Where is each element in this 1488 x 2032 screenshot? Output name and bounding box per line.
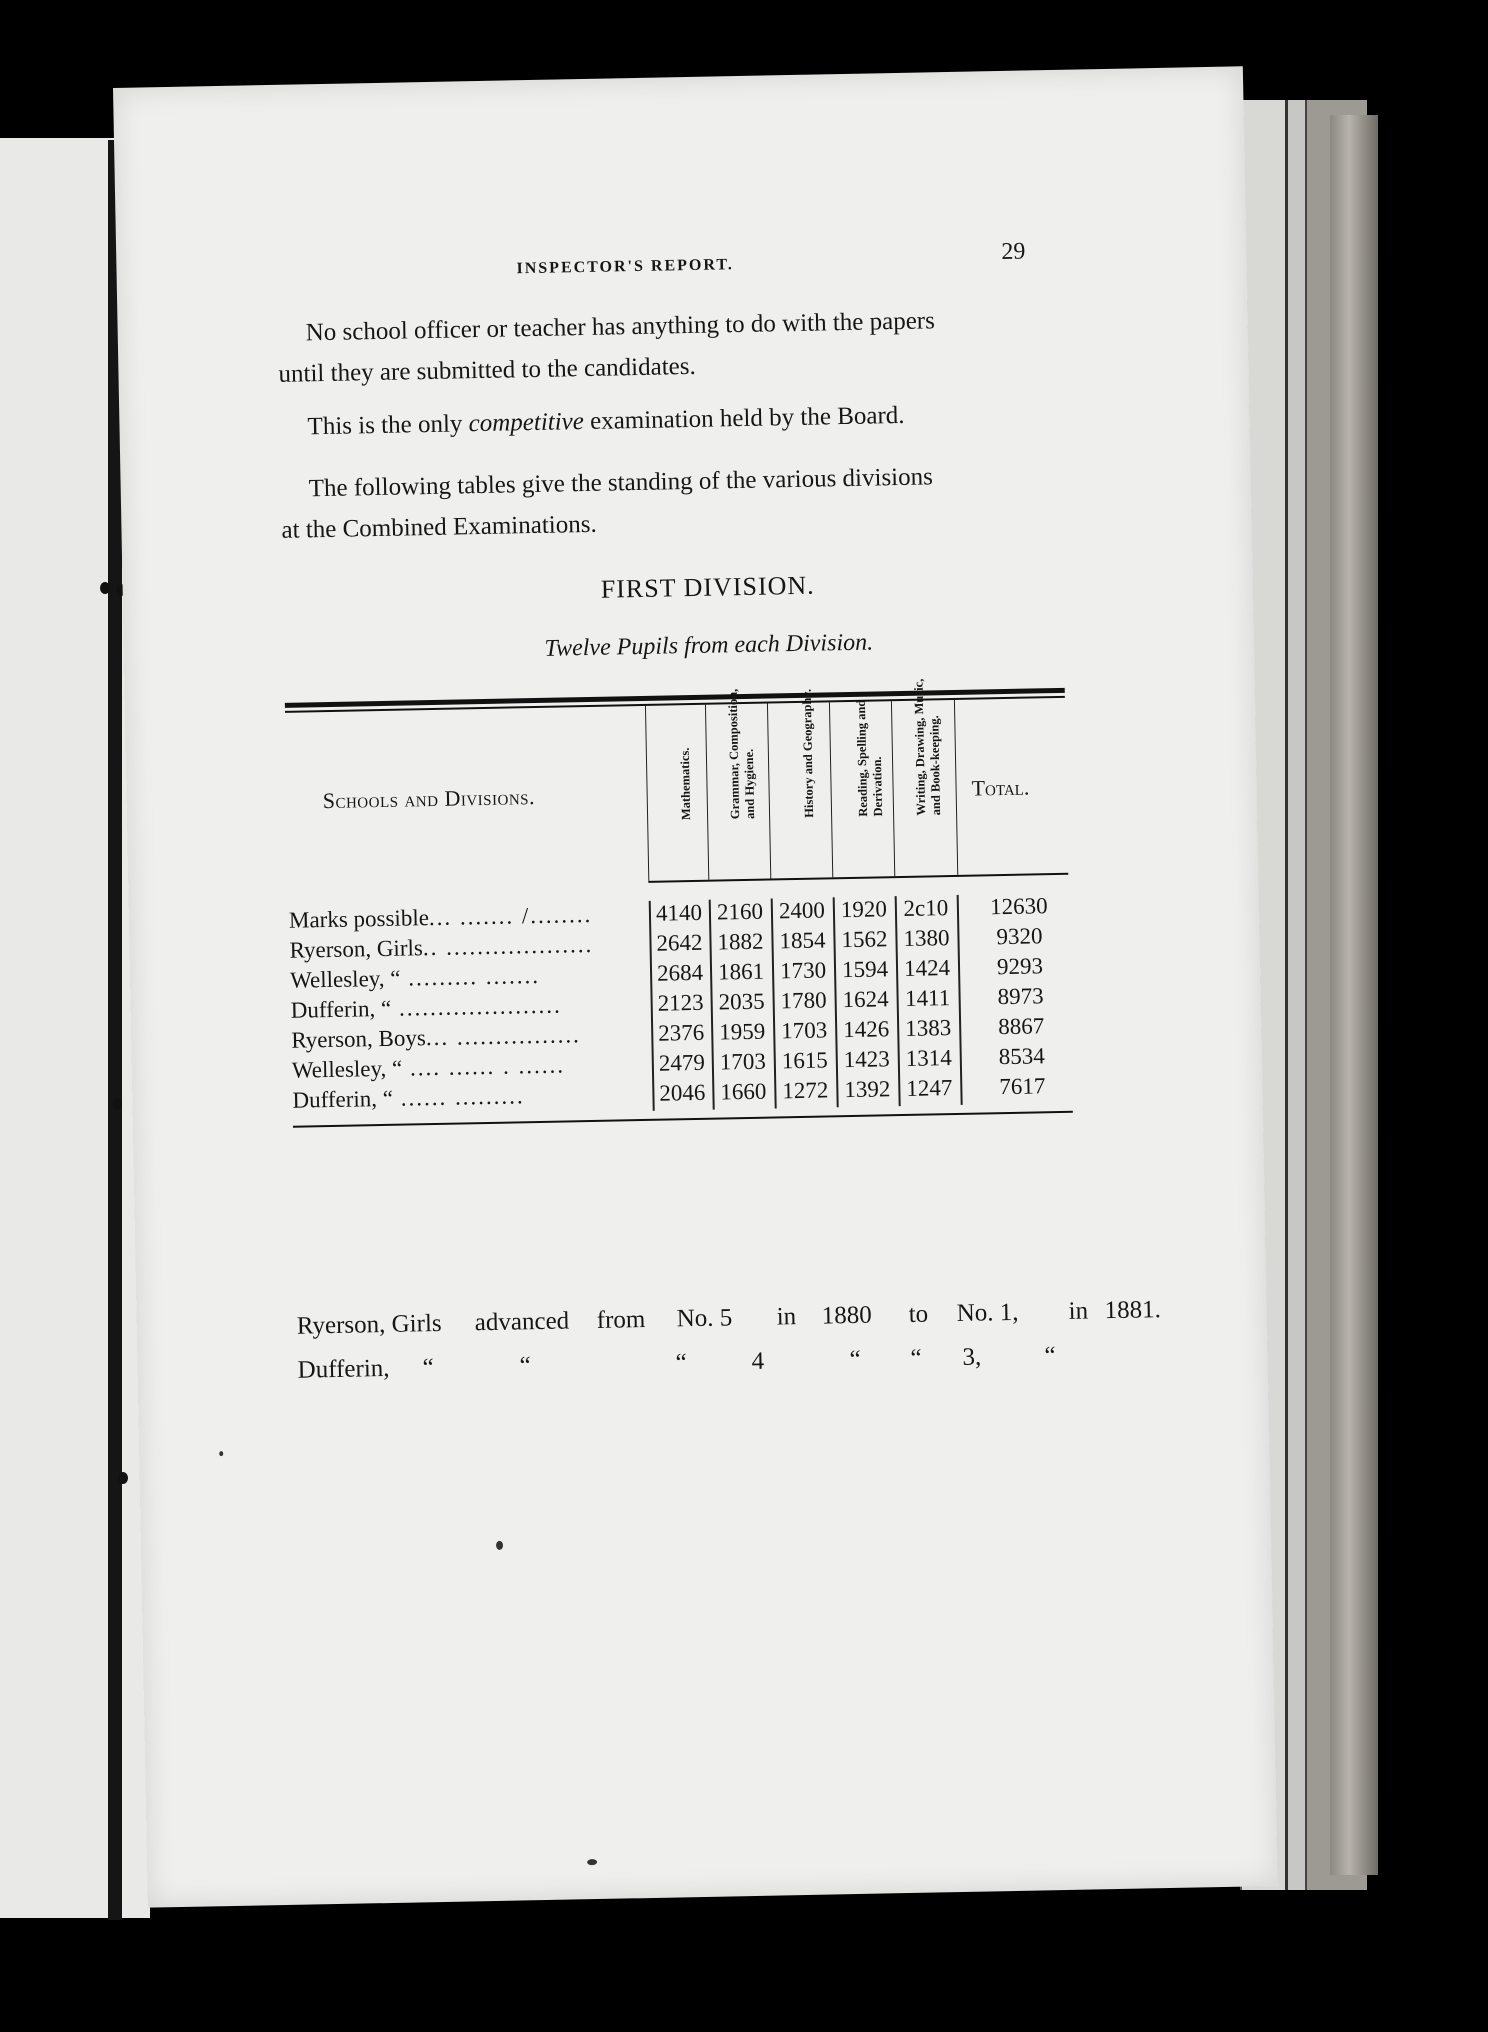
table-cell: 1920 [840, 896, 888, 923]
table-cell: 1959 [718, 1018, 766, 1045]
binding-hole [118, 1472, 128, 1484]
running-head: INSPECTOR'S REPORT. [516, 256, 734, 278]
row-label-text: Dufferin, “ [292, 1085, 394, 1113]
table-cell: 1423 [843, 1046, 891, 1073]
column-header-label: Mathematics. [677, 747, 693, 821]
column-header-label: Reading, Spelling and Derivation. [853, 699, 886, 817]
table-cell: 1730 [779, 957, 827, 984]
advancement-word: 4 [751, 1347, 765, 1375]
table-cell: 2160 [716, 898, 764, 925]
table-cell: 1380 [903, 925, 950, 951]
row-label-text: Ryerson, Girls [289, 935, 424, 963]
table-cell: 1247 [906, 1075, 953, 1101]
table-cell: 1861 [717, 958, 765, 985]
row-label [290, 993, 561, 1024]
page-number: 29 [1001, 238, 1026, 265]
row-dot-leader: ......... ....... [400, 962, 541, 991]
row-dot-leader: ...... ......... [392, 1083, 525, 1111]
total-column-header: Total. [971, 774, 1030, 801]
paragraph-line: No school officer or teacher has anything to do with the papers [305, 307, 936, 347]
table-cell: 1272 [782, 1077, 829, 1104]
column-header-history [767, 688, 833, 878]
total-cell: 8973 [997, 983, 1044, 1010]
advancement-word: No. 1, [956, 1298, 1019, 1328]
binding-hole [100, 582, 110, 594]
column-header-label: History and Geography. [799, 688, 816, 818]
advancement-word: in [1068, 1297, 1089, 1325]
paragraph-line: The following tables give the standing of the various divisions [308, 463, 934, 503]
advancement-word: Dufferin, [297, 1354, 390, 1384]
table-cell: 1392 [844, 1076, 891, 1103]
advancement-word: “ [849, 1345, 861, 1374]
table-cell: 1703 [780, 1017, 828, 1044]
table-cell: 1854 [779, 927, 826, 954]
advancement-word: “ [519, 1352, 531, 1380]
column-header-mathematics [645, 705, 709, 881]
row-dot-leader: ... ....... /........ [428, 901, 593, 931]
table-cell: 2035 [718, 988, 765, 1015]
table-cell: 2642 [656, 929, 703, 956]
standings-table [285, 678, 1073, 1128]
advancement-word: in [776, 1303, 797, 1331]
table-cell: 2684 [656, 959, 704, 986]
advancement-line-ryerson [296, 1296, 1162, 1340]
table-cell: 2376 [658, 1019, 705, 1046]
table-cell: 1594 [841, 956, 889, 983]
total-cell: 7617 [999, 1073, 1046, 1100]
table-cell: 1383 [904, 1015, 952, 1041]
row-label [291, 1022, 581, 1054]
column-header-writing [891, 678, 958, 876]
binding-hole [112, 1098, 122, 1110]
table-cell: 1703 [719, 1048, 767, 1075]
row-label-text: Ryerson, Boys [291, 1025, 427, 1053]
table-cell: 1615 [781, 1047, 829, 1074]
advancement-word: “ [675, 1349, 687, 1377]
table-cell: 1411 [904, 985, 951, 1011]
table-cell: 2479 [658, 1049, 706, 1076]
section-subtitle: Twelve Pupils from each Division. [544, 629, 874, 662]
row-dot-leader: .. ................... [422, 931, 594, 961]
paragraph-line: at the Combined Examinations. [281, 510, 597, 544]
paragraph-text: This is the only [307, 410, 469, 441]
paragraph-line: until they are submitted to the candidates. [278, 352, 696, 388]
table-cell: 1314 [905, 1045, 953, 1071]
paragraph-papers [277, 299, 1018, 395]
total-cell: 8867 [997, 1013, 1045, 1040]
paper-speck [219, 1451, 223, 1456]
row-label [292, 1053, 566, 1084]
column-header-label: Grammar, Composition, and Hygiene. [725, 688, 758, 820]
row-label-text: Wellesley, “ [289, 965, 401, 993]
table-cell: 1562 [841, 926, 888, 953]
row-label [290, 963, 540, 994]
table-cell: 2046 [659, 1079, 706, 1106]
table-cell: 1660 [720, 1078, 767, 1105]
advancement-word: No. 5 [676, 1304, 733, 1333]
advancement-word: 3, [962, 1343, 982, 1371]
column-header-reading [829, 701, 895, 877]
paper-speck [496, 1541, 503, 1550]
section-title: FIRST DIVISION. [600, 570, 815, 604]
total-cell: 9293 [996, 953, 1044, 980]
table-cell: 1424 [903, 955, 951, 981]
advancement-word: advanced [474, 1307, 570, 1337]
table-cell: 2400 [778, 897, 826, 924]
total-cell: 9320 [996, 923, 1043, 950]
table-cell: 1882 [717, 928, 764, 955]
table-cell: 2123 [657, 989, 704, 1016]
row-dot-leader: ... ................ [425, 1022, 582, 1051]
advancement-word: to [908, 1300, 929, 1328]
emphasis-text: competitive [468, 408, 585, 438]
total-cell: 12630 [989, 893, 1048, 920]
paragraph-text: examination held by the Board. [583, 401, 905, 436]
row-label [289, 932, 593, 964]
advancement-word: from [596, 1306, 646, 1334]
paper-speck [587, 1859, 597, 1865]
table-cell: 1780 [780, 987, 827, 1014]
column-header-grammar [705, 688, 771, 880]
row-label [289, 902, 593, 934]
advancement-word: “ [910, 1344, 922, 1372]
row-label-text: Marks possible [288, 905, 430, 933]
row-dot-leader: .... ...... . ...... [401, 1052, 566, 1081]
book-fore-edge [1330, 115, 1378, 1875]
table-cell: 1426 [842, 1016, 890, 1043]
report-page [113, 66, 1278, 1907]
paragraph-tables-intro [280, 455, 1021, 551]
table-cell: 1624 [842, 986, 889, 1013]
total-cell: 8534 [998, 1043, 1045, 1070]
row-label [292, 1083, 525, 1113]
advancement-word: “ [1044, 1342, 1056, 1370]
advancement-line-dufferin [297, 1342, 1077, 1384]
advancement-word: 1880 [821, 1301, 872, 1330]
advancement-word: 1881. [1104, 1296, 1162, 1325]
table-cell: 2c10 [903, 895, 949, 921]
schools-column-header: Schools and Divisions. [322, 784, 536, 814]
row-label-text: Wellesley, “ [291, 1055, 403, 1083]
advancement-word: “ [422, 1354, 434, 1382]
row-dot-leader: ..................... [390, 992, 562, 1021]
row-label-text: Dufferin, “ [290, 995, 392, 1023]
table-cell: 4140 [655, 899, 703, 926]
column-header-label: Writing, Drawing, Music, and Book-keeping. [911, 678, 944, 816]
table-body [289, 893, 1073, 1118]
paragraph-competitive [279, 393, 1020, 448]
table-header [285, 678, 1068, 888]
advancement-word: Ryerson, Girls [296, 1309, 442, 1340]
